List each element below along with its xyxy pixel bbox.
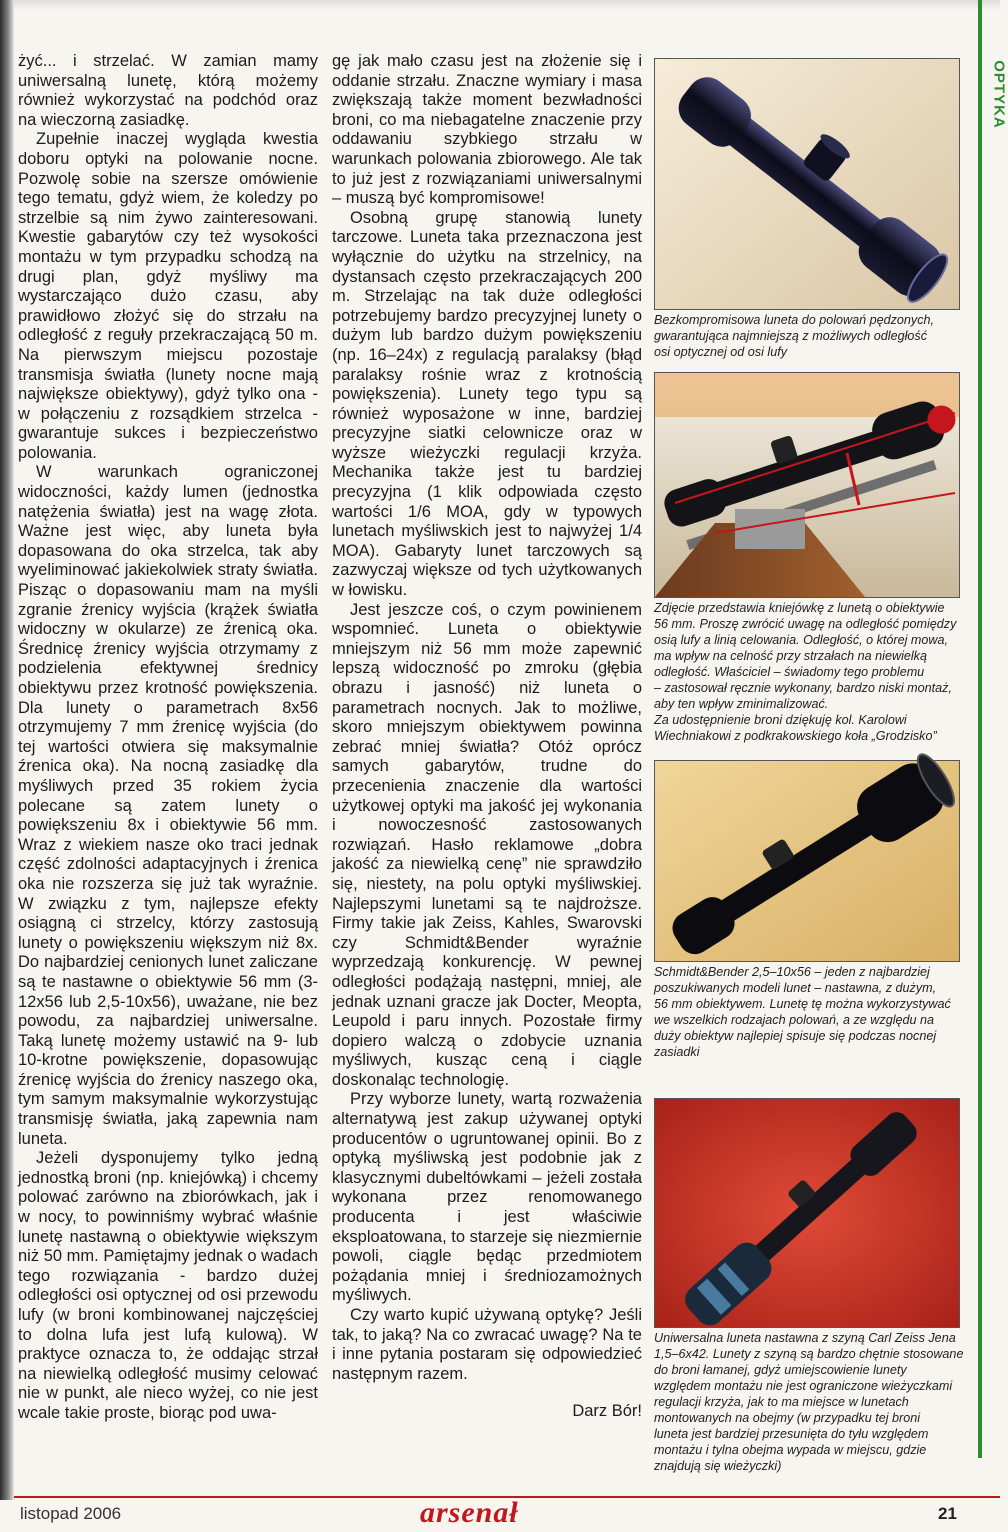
page-number: 21 [938,1504,957,1523]
caption-line: znajdują się wieżyczki) [654,1459,782,1473]
caption-line: regulacji krzyża, jak to ma miejsce w lunetach [654,1395,909,1409]
caption-line: odległość. Właściciel – świadomy tego problemu [654,665,925,679]
caption-line: 56 mm. Proszę zwrócić uwagę na odległość pomiędzy [654,617,957,631]
page-edge-shadow [0,0,14,1500]
caption-line: montowanych na obejmy (w przypadku tej broni [654,1411,920,1425]
paragraph: W warunkach ograniczonej widoczności, każdy lumen (jednostka natężenia światła) jest na wagę złota. Ważne jest więc, aby luneta była dopasowana do oka strzelca, tak aby wyeliminować jakiekolwiek straty światła. Pisząc o dopasowaniu mam na myśli zgranie źrenicy wyjścia (krążek światła widoczny w okularze) ze źrenicą oka. Średnicę źrenicy wyjścia otrzymamy z podzielenia efektywnej średnicy obiektywu przez krotność powiększenia. Dla lunety o parametrach 8x56 otrzymujemy 7 mm źrenicę wyjścia (do tej wartości otwiera się maksymalnie źrenica oka). Na nocną zasiadkę dla myśliwych przed 35 rokiem życia polecane są zatem lunety o powiększeniu 8x i obiektywie 56 mm. Wraz z wiekiem nasze oko traci jednak część zdolności adaptacyjnych i źrenica oka nie rozszerza się już tak wyraźnie. W związku z tym, najlepsze efekty osiągną ci strzelcy, którzy zastosują lunety o powiększeniu większym niż 8x. Do najbardziej cenionych lunet zaliczane są te nastawne o obiektywie 56 mm (3-12x56 lub 2,5-10x56), uważane, nie bez powodu, za najbardziej uniwersalne. Taką lunetę możemy ustawić na 9- lub 10-krotne powiększenie, dopasowując źrenicę wyjścia do źrenicy naszego oka, tym samym maksymalnie wykorzystując transmisję światła, jaką zapewnia nam luneta. [18,463,318,1148]
text-column-1 [18,52,318,1424]
text-column-2 [332,52,642,1422]
paragraph: gę jak mało czasu jest na złożenie się i oddanie strzału. Znaczne wymiary i masa zwiększają także moment bezwładności broni, co ma niebagatelne znaczenie przy oddawaniu szybkiego strzału w warunkach polowania zbiorowego. Ale tak to już jest z rozwiązaniami uniwersalnymi – muszą być kompromisowe! [332,52,642,208]
caption-line: poszukiwanych modeli lunet – nastawna, z dużym, [654,981,937,995]
paragraph: Jest jeszcze coś, o czym powinienem wspomnieć. Luneta o obiektywie mniejszym niż 56 mm może zapewnić lepszą widoczność po zmroku (głębia obrazu i jasność) niż luneta o parametrach nocnych. Jak to możliwe, skoro mniejszym obiektywem powinna zebrać mniej światła? Otóż oprócz samych gabarytów, trudne do przecenienia znaczenie dla wartości użytkowej optyki ma jakość jej wykonania i nowoczesność zastosowanych rozwiązań. Hasło reklamowe „dobra jakość za niewielką cenę” nie sprawdziło się, niestety, na polu optyki myśliwskiej. Najlepszymi lunetami są te najdroższe. Firmy takie jak Zeiss, Kahles, Swarovski czy Schmidt&Bender wyraźnie wyprzedzają konkurencję. W pewnej odległości podążają następni, mniej, ale jednak uznani gracze jak Docter, Meopta, Leupold i paru innych. Pozostałe firmy dopiero walczą o zdobycie uznania myśliwych, kusząc ceną i ciągle doskonaląc technologię. [332,600,642,1089]
caption-line: 56 mm obiektywem. Lunetę tę można wykorzystywać [654,997,951,1011]
page-footer [0,1492,1000,1532]
caption-line: Wiechniakowi z podkrakowskiego koła „Grodzisko” [654,729,937,743]
caption-line: we wszelkich rodzajach polowań, a ze względu na [654,1013,935,1027]
caption-line: Bezkompromisowa luneta do polowań pędzonych, [654,313,935,327]
caption-line: względem montażu nie jest ograniczone wieżyczkami [654,1379,953,1393]
caption-line: aby ten wpływ zminimalizować. [654,697,829,711]
photo-caption-1 [654,312,974,360]
photo-caption-3 [654,964,974,1060]
caption-line: Za udostępnienie broni dziękuję kol. Karolowi [654,713,907,727]
paragraph: Osobną grupę stanowią lunety tarczowe. Luneta taka przeznaczona jest wyłącznie do użytku na strzelnicy, na dystansach często przekraczających 200 m. Strzelając na tak duże odległości potrzebujemy bardzo precyzyjnej lunety o dużym lub bardzo dużym powiększeniu (np. 16–24x) z regulacją paralaksy (błąd paralaksy rośnie wraz z krotnością powiększenia). Lunety tego typu są również wyposażone w inne, bardziej precyzyjne siatki celownicze oraz w wyższe wieżyczki regulacji krzyża. Mechanika także jest tu bardziej precyzyjna (1 klik odpowiada często wartości 1/6 MOA, gdy w typowych lunetach myśliwskich jest to najwyżej 1/4 MOA). Gabaryty lunet tarczowych są zazwyczaj większe od tych użytkowanych w łowisku. [332,208,642,600]
signature: Darz Bór! [572,1402,642,1421]
section-tab-bar [978,0,982,1458]
paragraph: Zupełnie inaczej wygląda kwestia doboru optyki na polowanie nocne. Pozwolę sobie na szersze omówienie tego tematu, gdyż wiem, że koledzy po strzelbie są nim żywo zainteresowani. Kwestie gabarytów czy też wysokości montażu w tym przypadku schodzą na drugi plan, gdyż myśliwy ma wystarczająco dużo czasu, aby prawidłowo złożyć się do strzału na odległość z reguły przekraczającą 50 m. Na pierwszym miejscu pozostaje transmisja światła (lunety nocne mają największe obiektywy), gdyż tylko ona - w połączeniu z rozsądkiem strzelca - gwarantuje sukces i bezpieczeństwo polowania. [18,130,318,462]
caption-line: luneta jest bardziej przesunięta do tyłu względem [654,1427,929,1441]
caption-line: gwarantująca najmniejszą z możliwych odległość [654,329,927,343]
caption-line: osi optycznej od osi lufy [654,345,788,359]
magazine-logo: arsenał [420,1496,519,1529]
caption-line: zasiadki [654,1045,700,1059]
caption-line: Uniwersalna luneta nastawna z szyną Carl Zeiss Jena [654,1331,956,1345]
caption-line: ma wpływ na celność przy strzałach na niewielką [654,649,927,663]
caption-line: osią lufy a linią celowania. Odległość, o której mowa, [654,633,948,647]
section-label-text: OPTYKA [990,60,1008,129]
issue-date: listopad 2006 [20,1504,122,1523]
scope-photo-1 [654,58,960,310]
paragraph: Czy warto kupić używaną optykę? Jeśli tak, to jaką? Na co zwracać uwagę? Na te i inne pytania postaram się odpowiedzieć następnym razem. [332,1306,642,1383]
caption-line: Zdjęcie przedstawia kniejówkę z lunetą o obiektywie [654,601,945,615]
caption-line: 1,5–6x42. Lunety z szyną są bardzo chętnie stosowane [654,1347,964,1361]
caption-line: do broni łamanej, gdyż umiejscowienie lunety [654,1363,907,1377]
caption-line: Schmidt&Bender 2,5–10x56 – jeden z najbardziej [654,965,930,979]
paragraph: żyć... i strzelać. W zamian mamy uniwersalną lunetę, którą możemy również wykorzystać na podchód oraz na wieczorną zasiadkę. [18,52,318,129]
caption-line: duży obiektyw najlepiej spisuje się podczas nocnej [654,1029,937,1043]
paragraph: Jeżeli dysponujemy tylko jedną jednostką broni (np. kniejówką) i chcemy polować zarówno na zbiorówkach, jak i w nocy, to powinniśmy wybrać właśnie lunetę nastawną o obiektywie większym niż 50 mm. Pamiętajmy jednak o wadach tego rozwiązania - bardzo dużej odległości osi optycznej od osi przewodu lufy (w broni kombinowanej najczęściej to dolna lufa jest lufą kulową). W praktyce oznacza to, że oddając strzał na niewielką odległość musimy celować nie w punkt, ale nieco wyżej, co nie jest wcale takie proste, biorąc pod uwa- [18,1149,318,1422]
section-tab-label [984,48,1008,138]
caption-line: – zastosował ręcznie wykonany, bardzo niski montaż, [654,681,952,695]
paragraph: Przy wyborze lunety, wartą rozważenia alternatywą jest zakup używanej optyki producentów o ugruntowanej opinii. Bo z optyką myśliwską jest podobnie jak z klasycznymi dubeltówkami – jeżeli została wykonana przez renomowanego producenta i jest właściwie eksploatowana, to starzeje się niezmiernie powoli, ciągle będąc przedmiotem pożądania mniej i średniozamożnych myśliwych. [332,1090,642,1305]
scope-photo-2 [654,372,960,598]
photo-caption-2 [654,600,974,744]
caption-line: montażu i tylna obejma wypada w miejscu, gdzie [654,1443,927,1457]
scope-photo-3 [654,760,960,962]
photo-caption-4 [654,1330,974,1474]
scope-photo-4 [654,1098,960,1328]
page-top-shade [14,0,1000,10]
section-tab [968,0,1008,1458]
